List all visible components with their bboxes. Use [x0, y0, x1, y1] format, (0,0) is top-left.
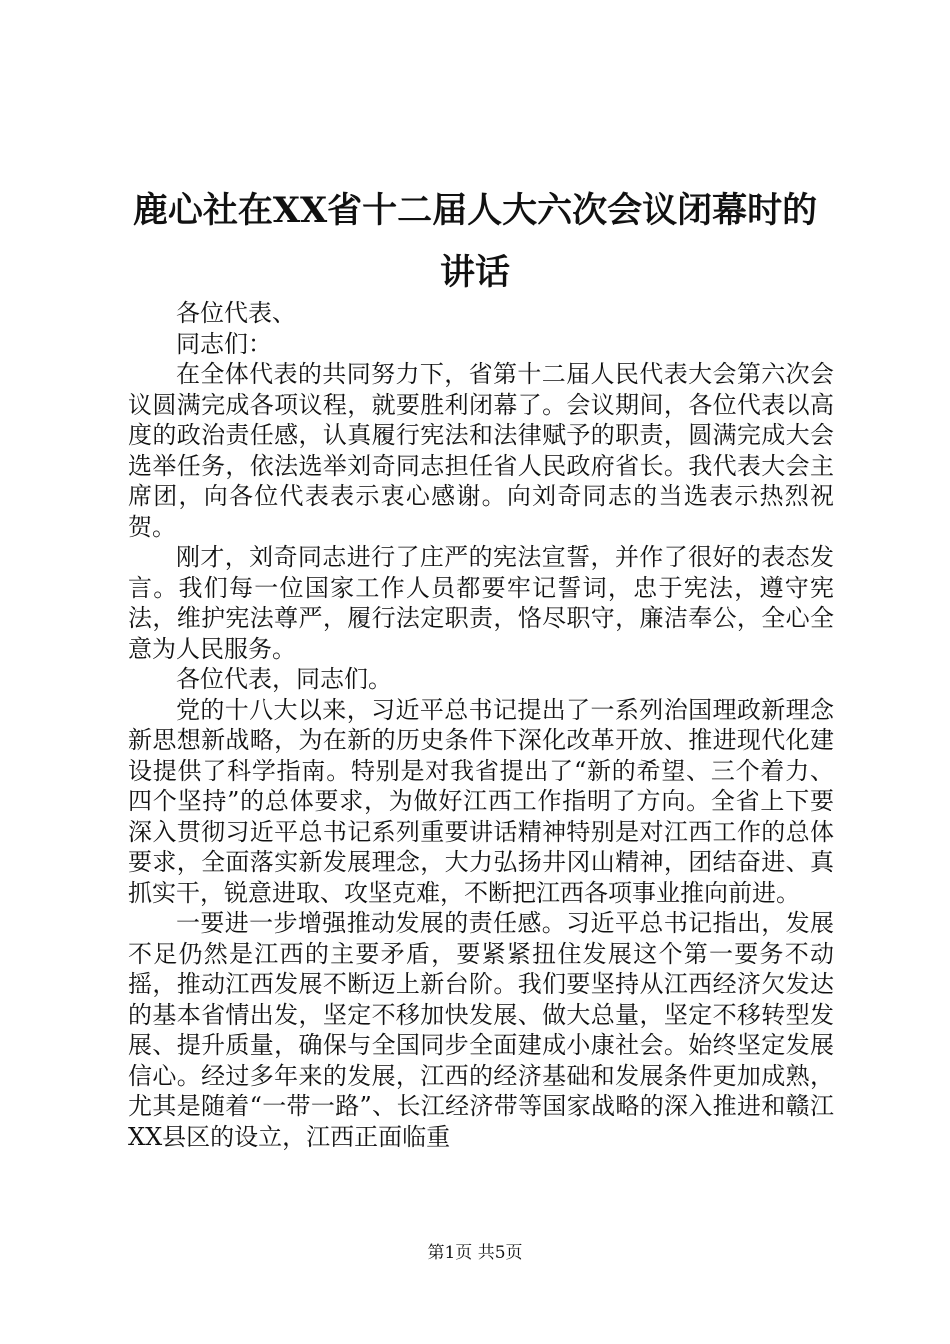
- paragraph-meeting-summary: 在全体代表的共同努力下，省第十二届人民代表大会第六次会议圆满完成各项议程，就要胜利闭幕了。会议期间，各位代表以高度的政治责任感，认真履行宪法和法律赋予的职责，圆满完成大会选举任务，依法选举刘奇同志担任省人民政府省长。我代表大会主席团，向各位代表表示衷心感谢。向刘奇同志的当选表示热烈祝贺。: [128, 360, 834, 541]
- paragraph-constitution-oath: 刚才，刘奇同志进行了庄严的宪法宣誓，并作了很好的表态发言。我们每一位国家工作人员都要牢记誓词，忠于宪法，遵守宪法，维护宪法尊严，履行法定职责，恪尽职守，廉洁奉公，全心全意为人民服务。: [128, 543, 834, 663]
- page-number-footer: 第1页 共5页: [427, 1243, 523, 1263]
- paragraph-party-congress: 党的十八大以来，习近平总书记提出了一系列治国理政新理念新思想新战略，为在新的历史条件下深化改革开放、推进现代化建设提供了科学指南。特别是对我省提出了“新的希望、三个着力、四个坚持”的总体要求，为做好江西工作指明了方向。全省上下要深入贯彻习近平总书记系列重要讲话精神特别是对江西工作的总体要求，全面落实新发展理念，大力弘扬井冈山精神，团结奋进、真抓实干，锐意进取、攻坚克难，不断把江西各项事业推向前进。: [128, 695, 834, 907]
- salutation-repeat: 各位代表，同志们。: [176, 665, 392, 693]
- paragraph-development: 一要进一步增强推动发展的责任感。习近平总书记指出，发展不足仍然是江西的主要矛盾，要紧紧扭住发展这个第一要务不动摇，推动江西发展不断迈上新台阶。我们要坚持从江西经济欠发达的基本省情出发，坚定不移加快发展、做大总量，坚定不移转型发展、提升质量，确保与全国同步全面建成小康社会。始终坚定发展信心。经过多年来的发展，江西的经济基础和发展条件更加成熟，尤其是随着“一带一路”、长江经济带等国家战略的深入推进和赣江XX县区的设立，江西正面临重: [128, 909, 834, 1151]
- document-title: 鹿心社在XX省十二届人大六次会议闭幕时的讲话: [132, 190, 818, 293]
- salutation-delegates: 各位代表、: [176, 299, 296, 327]
- document-body: [128, 298, 834, 1152]
- salutation-comrades: 同志们：: [176, 329, 272, 358]
